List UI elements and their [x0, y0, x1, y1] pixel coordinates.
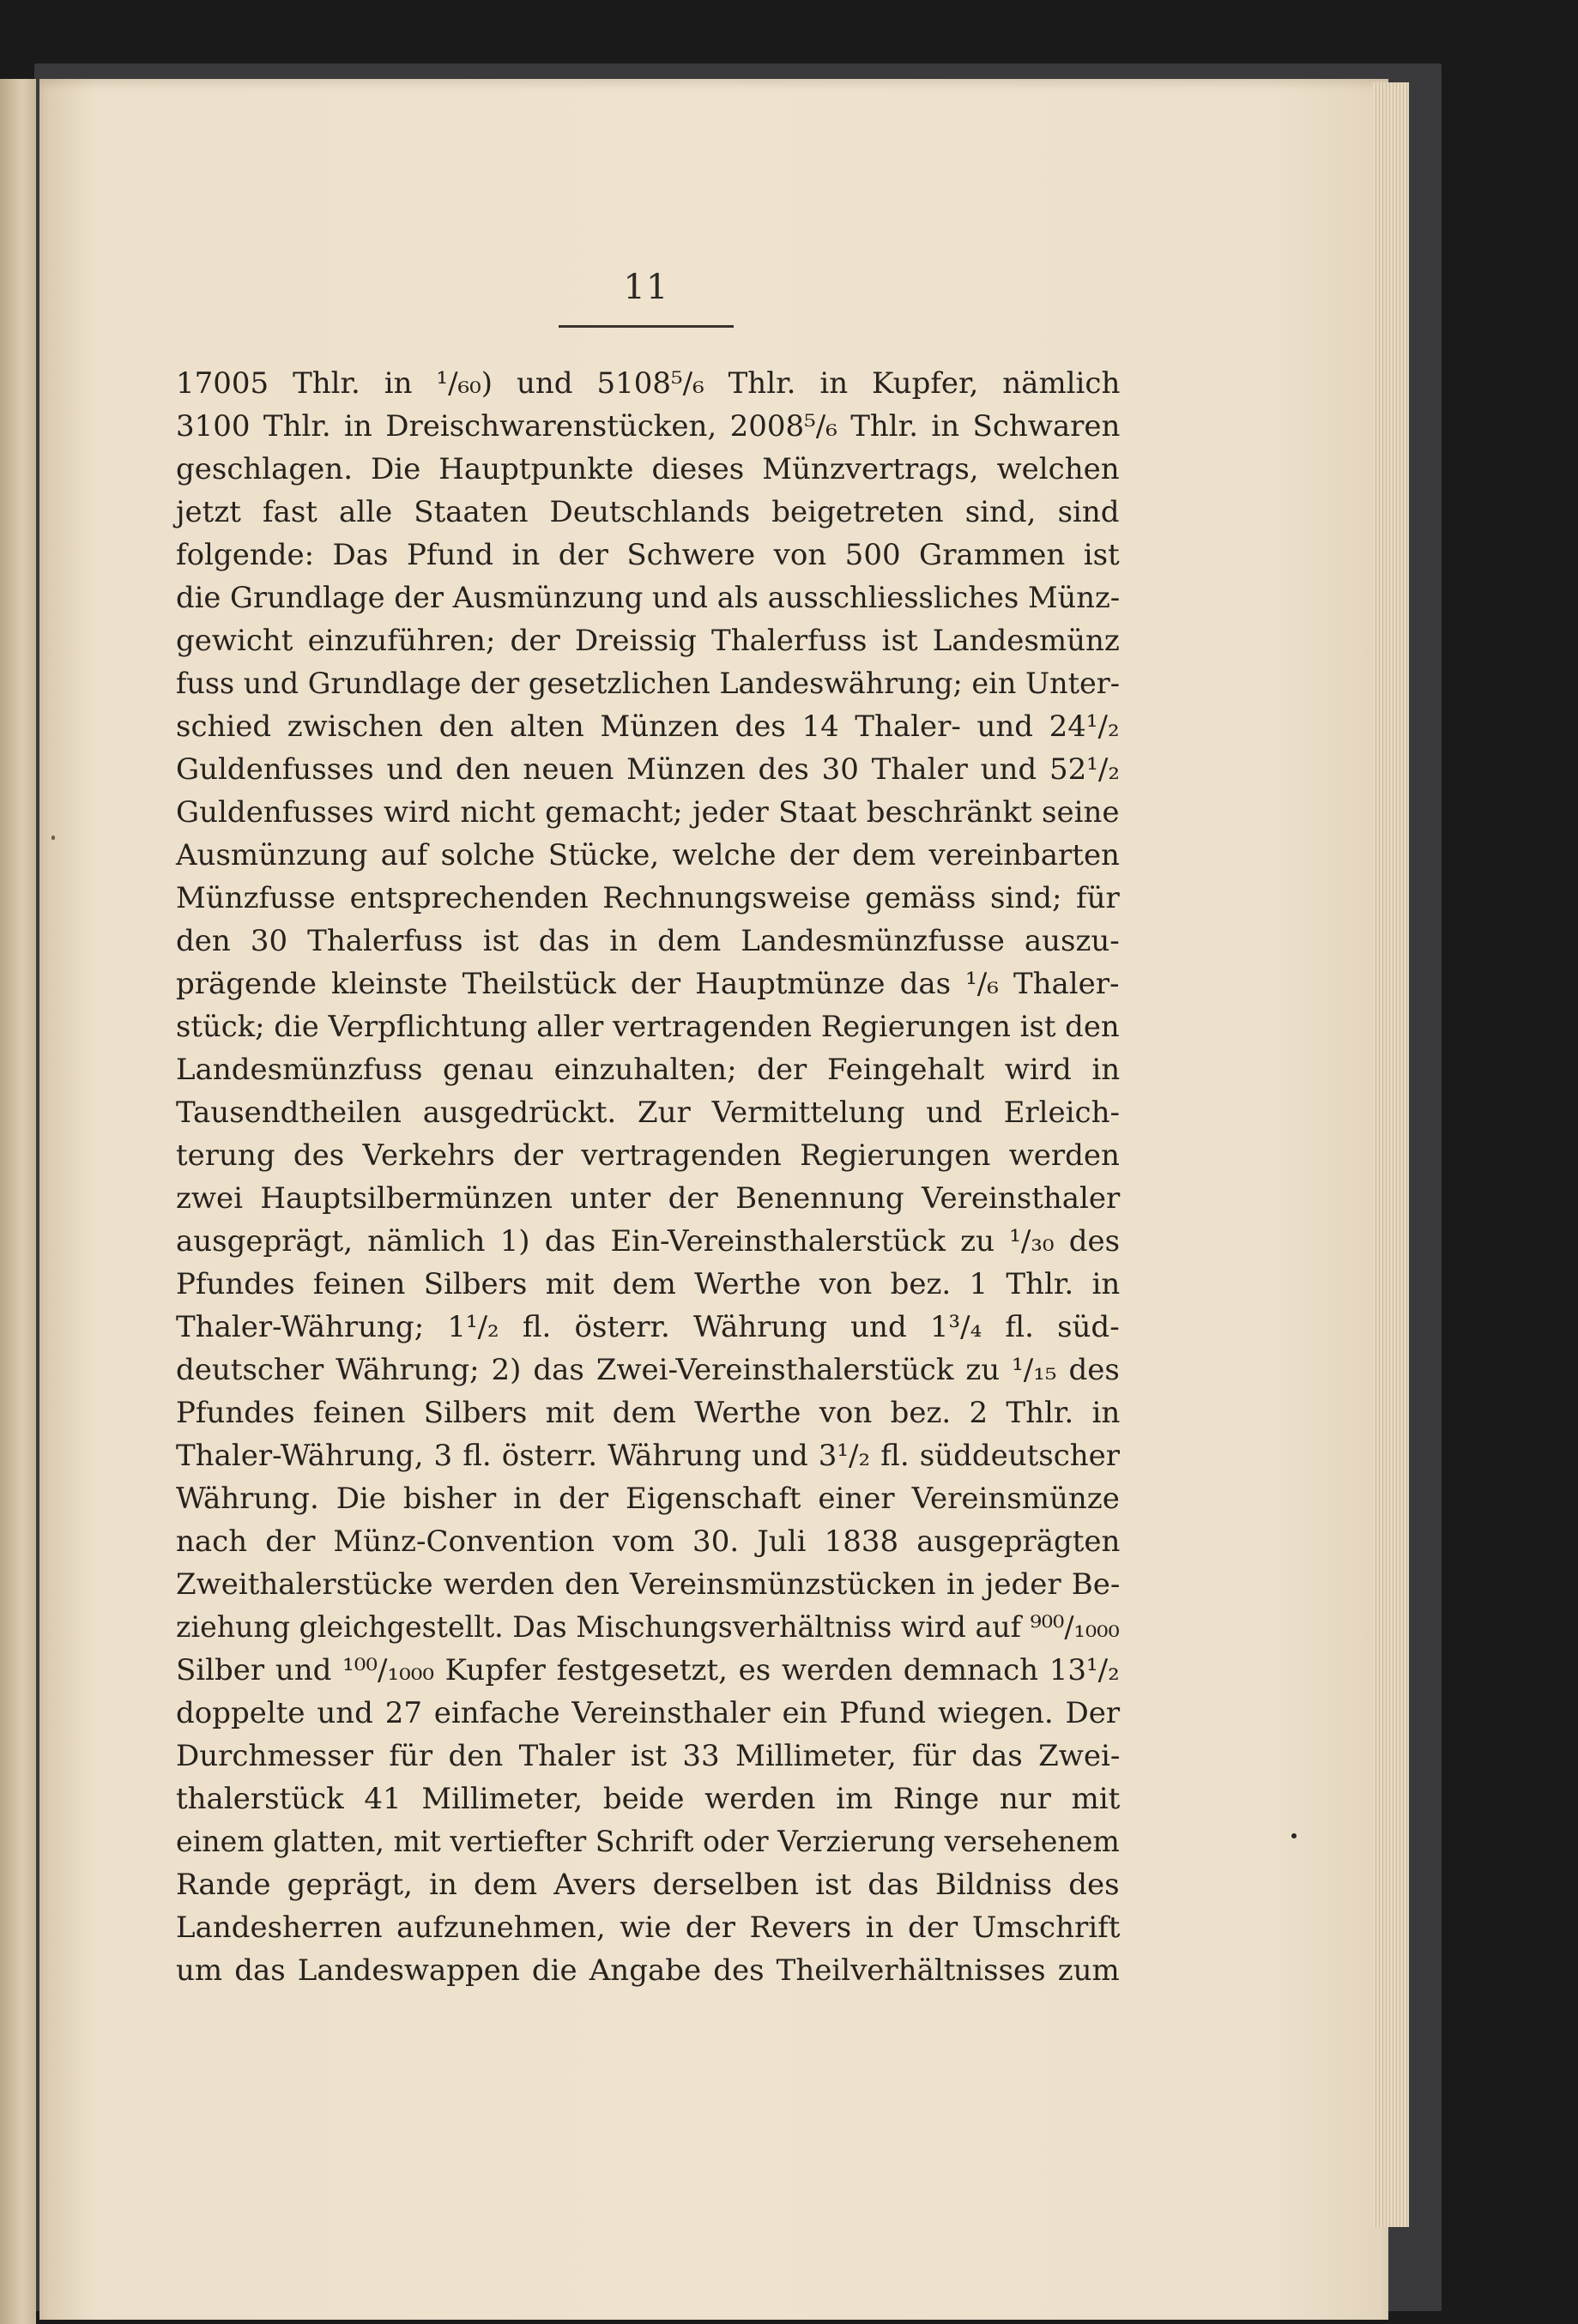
text-line: schied zwischen den alten Münzen des 14 Thaler- und 24¹/₂ [176, 709, 1120, 744]
text-line: Pfundes feinen Silbers mit dem Werthe von bez. 2 Thlr. in [176, 1396, 1121, 1430]
paper-speck [1291, 1833, 1297, 1838]
text-line: terung des Verkehrs der vertragenden Regierungen werden [176, 1138, 1120, 1173]
text-line: gewicht einzuführen; der Dreissig Thalerfuss ist Landesmünz [176, 624, 1120, 658]
text-line: 17005 Thlr. in ¹/₆₀) und 5108⁵/₆ Thlr. in Kupfer, nämlich [176, 366, 1121, 401]
text-line: Thaler-Währung, 3 fl. österr. Währung und 3¹/₂ fl. süddeutscher [176, 1439, 1121, 1473]
text-line: 3100 Thlr. in Dreischwarenstücken, 2008⁵/₆ Thlr. in Schwaren [176, 409, 1121, 444]
paper-speck [51, 836, 55, 840]
text-line: einem glatten, mit vertiefter Schrift oder Verzierung versehenem [176, 1825, 1120, 1859]
text-line: ausgeprägt, nämlich 1) das Ein-Vereinsthalerstück zu ¹/₃₀ des [176, 1224, 1121, 1259]
text-line: fuss und Grundlage der gesetzlichen Landeswährung; ein Unter- [176, 667, 1121, 701]
text-line: zwei Hauptsilbermünzen unter der Benennung Vereinsthaler [176, 1181, 1121, 1216]
text-line: Landesmünzfuss genau einzuhalten; der Feingehalt wird in [176, 1053, 1121, 1087]
text-line: nach der Münz-Convention vom 30. Juli 1838 ausgeprägten [176, 1524, 1121, 1559]
page-stack-edge [1373, 82, 1409, 2227]
text-line: Silber und ¹⁰⁰/₁₀₀₀ Kupfer festgesetzt, es werden demnach 13¹/₂ [176, 1653, 1120, 1687]
page-number: 11 [623, 268, 669, 307]
text-line: Rande geprägt, in dem Avers derselben ist das Bildniss des [176, 1868, 1120, 1902]
text-line: Währung. Die bisher in der Eigenschaft einer Vereinsmünze [176, 1482, 1120, 1516]
body-text [176, 362, 1120, 1992]
text-line: deutscher Währung; 2) das Zwei-Vereinsthalerstück zu ¹/₁₅ des [176, 1353, 1120, 1387]
page-number-rule [559, 325, 734, 328]
text-line: thalerstück 41 Millimeter, beide werden im Ringe nur mit [176, 1782, 1121, 1816]
text-line: jetzt fast alle Staaten Deutschlands beigetreten sind, sind [176, 495, 1120, 529]
left-page-edge [0, 79, 36, 2324]
text-line: Durchmesser für den Thaler ist 33 Millimeter, für das Zwei- [176, 1739, 1121, 1773]
text-line: ziehung gleichgestellt. Das Mischungsverhältniss wird auf ⁹⁰⁰/₁₀₀₀ [176, 1610, 1120, 1645]
text-line: doppelte und 27 einfache Vereinsthaler ein Pfund wiegen. Der [176, 1696, 1121, 1730]
text-line: geschlagen. Die Hauptpunkte dieses Münzvertrags, welchen [176, 452, 1120, 486]
text-line: folgende: Das Pfund in der Schwere von 500 Grammen ist [176, 538, 1120, 572]
text-line: Guldenfusses und den neuen Münzen des 30 Thaler und 52¹/₂ [176, 752, 1120, 787]
text-line: Ausmünzung auf solche Stücke, welche der dem vereinbarten [176, 838, 1120, 872]
text-line: Landesherren aufzunehmen, wie der Revers in der Umschrift [176, 1911, 1121, 1945]
text-line: den 30 Thalerfuss ist das in dem Landesmünzfusse auszu- [176, 924, 1120, 958]
text-line: stück; die Verpflichtung aller vertragenden Regierungen ist den [176, 1010, 1120, 1044]
text-line: prägende kleinste Theilstück der Hauptmünze das ¹/₆ Thaler- [176, 967, 1120, 1001]
text-line: Tausendtheilen ausgedrückt. Zur Vermittelung und Erleich- [176, 1096, 1120, 1130]
text-line: Zweithalerstücke werden den Vereinsmünzstücken in jeder Be- [176, 1567, 1121, 1602]
text-line: Thaler-Währung; 1¹/₂ fl. österr. Währung und 1³/₄ fl. süd- [176, 1310, 1120, 1344]
text-line: Münzfusse entsprechenden Rechnungsweise gemäss sind; für [176, 881, 1120, 915]
text-line: Pfundes feinen Silbers mit dem Werthe von bez. 1 Thlr. in [176, 1267, 1121, 1301]
text-line: um das Landeswappen die Angabe des Theilverhältnisses zum [176, 1953, 1120, 1988]
text-line: Guldenfusses wird nicht gemacht; jeder Staat beschränkt seine [176, 795, 1120, 830]
text-line: die Grundlage der Ausmünzung und als ausschliessliches Münz- [176, 581, 1121, 615]
